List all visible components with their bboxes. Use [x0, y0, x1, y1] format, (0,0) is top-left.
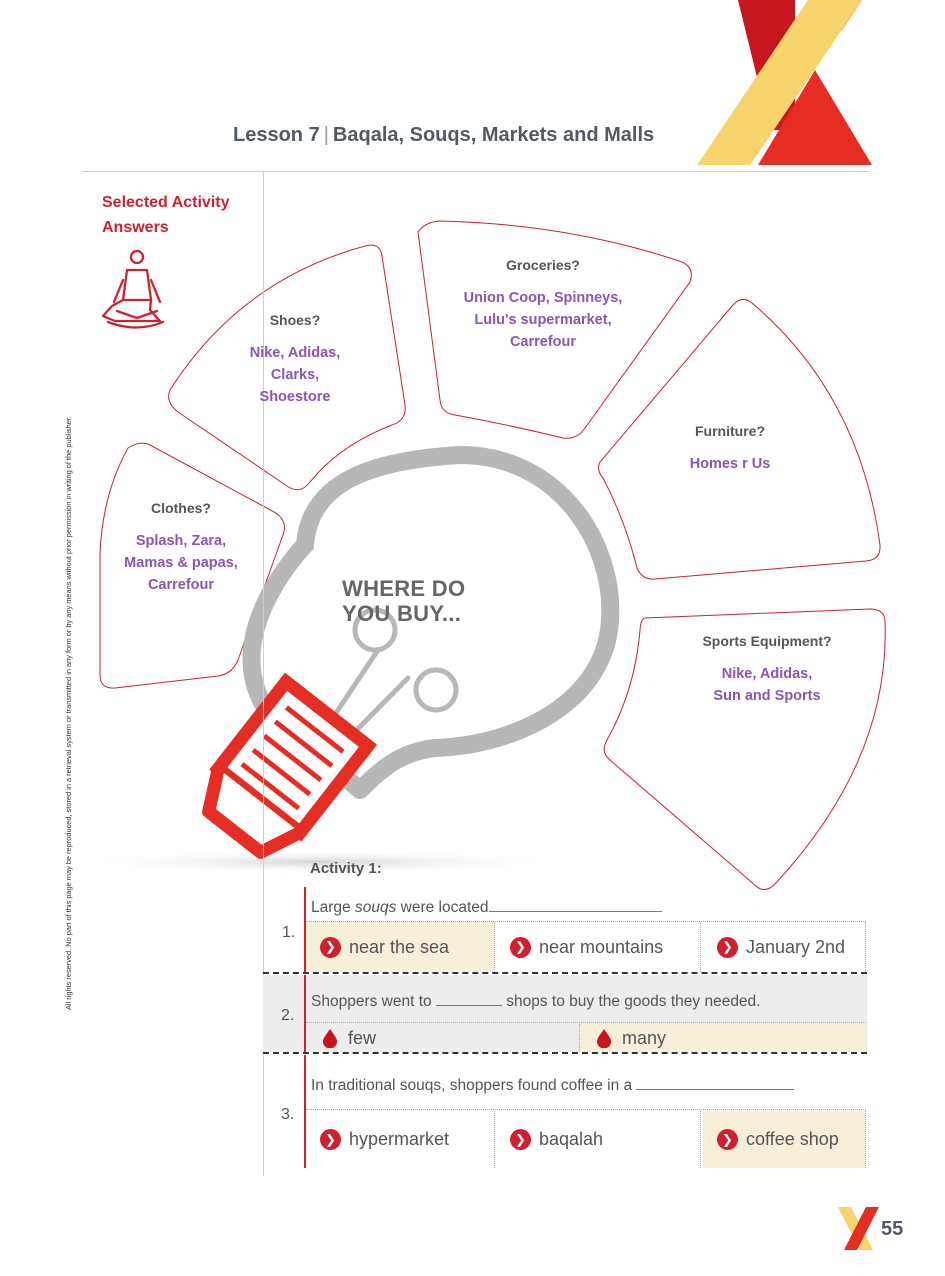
- q1-option-2[interactable]: [496, 922, 700, 972]
- chevron-right-icon: ❯: [510, 937, 531, 958]
- petal-question: Shoes?: [269, 312, 321, 328]
- option-label: many: [622, 1027, 667, 1048]
- option-label: near the sea: [349, 936, 450, 957]
- drop-icon: [596, 1029, 612, 1048]
- row-divider: [306, 1022, 866, 1023]
- q1-option-1[interactable]: [306, 922, 494, 972]
- answer-line: Homes r Us: [689, 456, 771, 472]
- chevron-right-icon: ❯: [717, 1129, 738, 1150]
- corner-logo-icon: [697, 0, 872, 165]
- petal-shoes-content: [215, 312, 375, 408]
- q2-option-1[interactable]: [306, 1024, 578, 1052]
- petal-question: Furniture?: [695, 423, 765, 439]
- answer-line: Carrefour: [509, 334, 577, 350]
- q3-option-2[interactable]: [496, 1111, 700, 1168]
- answer-blank[interactable]: [636, 1075, 794, 1090]
- option-label: hypermarket: [349, 1129, 450, 1149]
- diagram-center-title: [342, 576, 465, 626]
- answer-line: Nike, Adidas,: [249, 345, 341, 361]
- option-label: near mountains: [539, 936, 664, 957]
- petal-sports-content: [681, 633, 853, 707]
- petal-question: Sports Equipment?: [702, 633, 832, 649]
- cell-divider: [494, 1111, 495, 1168]
- chevron-right-icon: ❯: [320, 1129, 341, 1150]
- question-1-text: [311, 897, 662, 917]
- petal-groceries-content: [438, 257, 648, 353]
- petal-furniture-content: [650, 423, 810, 475]
- center-line: YOU BUY...: [342, 601, 462, 626]
- option-label: few: [348, 1027, 377, 1048]
- petal-answers: [102, 530, 260, 596]
- question-2-text: [311, 991, 760, 1011]
- petal-answers: [438, 287, 648, 353]
- question-text-part: were located: [396, 899, 489, 916]
- answer-line: Splash, Zara,: [135, 533, 227, 549]
- page-number: 55: [881, 1218, 904, 1240]
- lesson-title: Baqala, Souqs, Markets and Malls: [332, 124, 655, 146]
- answer-line: Clarks,: [270, 367, 320, 383]
- petal-answers: [650, 453, 810, 475]
- activity-label: Activity 1:: [310, 860, 382, 877]
- question-separator: [263, 1052, 867, 1054]
- answer-line: Shoestore: [259, 389, 331, 405]
- answer-line: Lulu's supermarket,: [474, 312, 612, 328]
- meditating-person-icon: [103, 251, 163, 328]
- option-label: baqalah: [539, 1129, 604, 1149]
- answer-line: Mamas & papas,: [124, 555, 238, 571]
- page-logo-icon: [838, 1207, 879, 1250]
- q3-option-1[interactable]: [306, 1111, 494, 1168]
- cell-divider: [865, 922, 866, 972]
- answer-line: Sun and Sports: [713, 688, 821, 704]
- chevron-right-icon: ❯: [717, 937, 738, 958]
- lesson-number: Lesson 7: [233, 124, 320, 146]
- copyright-notice: All rights reserved. No part of this page may be reproduced, stored in a retrieval system or transmitted in any form or by any means without prior permission in writing of the publisher.: [64, 416, 73, 1010]
- answer-blank[interactable]: [436, 991, 502, 1006]
- question-text-part: Large: [311, 899, 355, 916]
- answer-line: Carrefour: [147, 577, 215, 593]
- petal-clothes-content: [102, 500, 260, 596]
- q3-option-3[interactable]: [703, 1111, 865, 1168]
- sidebar-title: Selected Activity Answers: [102, 194, 230, 236]
- page-title: Lesson 7 | Baqala, Souqs, Markets and Malls: [233, 124, 655, 146]
- option-label: coffee shop: [746, 1129, 839, 1149]
- drop-icon: [322, 1029, 338, 1048]
- question-number: 1.: [282, 924, 296, 941]
- header-divider: [82, 171, 870, 172]
- question-3-text: [311, 1075, 794, 1095]
- center-line: WHERE DO: [342, 576, 466, 601]
- cell-divider: [700, 1111, 701, 1168]
- q2-option-2[interactable]: [580, 1024, 866, 1052]
- chevron-right-icon: ❯: [320, 937, 341, 958]
- cell-divider: [865, 1111, 866, 1168]
- petal-answers: [215, 342, 375, 408]
- option-label: January 2nd: [746, 936, 846, 957]
- q1-option-3[interactable]: [703, 922, 865, 972]
- question-text-part: shops to buy the goods they needed.: [501, 993, 761, 1010]
- question-text-italic: souqs: [354, 899, 397, 916]
- question-number: 3.: [281, 1106, 295, 1123]
- answer-blank[interactable]: [489, 897, 662, 912]
- question-text-part: Shoppers went to: [311, 993, 436, 1010]
- row-divider: [306, 1109, 866, 1110]
- question-number: 2.: [281, 1007, 295, 1024]
- petal-question: Clothes?: [151, 500, 211, 516]
- petal-answers: [681, 663, 853, 707]
- chevron-right-icon: ❯: [510, 1129, 531, 1150]
- cell-divider: [700, 922, 701, 972]
- question-separator: [263, 972, 867, 974]
- answer-line: Union Coop, Spinneys,: [463, 290, 623, 306]
- petal-question: Groceries?: [506, 257, 580, 273]
- answer-line: Nike, Adidas,: [721, 666, 813, 682]
- question-text-part: In traditional souqs, shoppers found coffee in a: [311, 1077, 637, 1094]
- cell-divider: [494, 922, 495, 972]
